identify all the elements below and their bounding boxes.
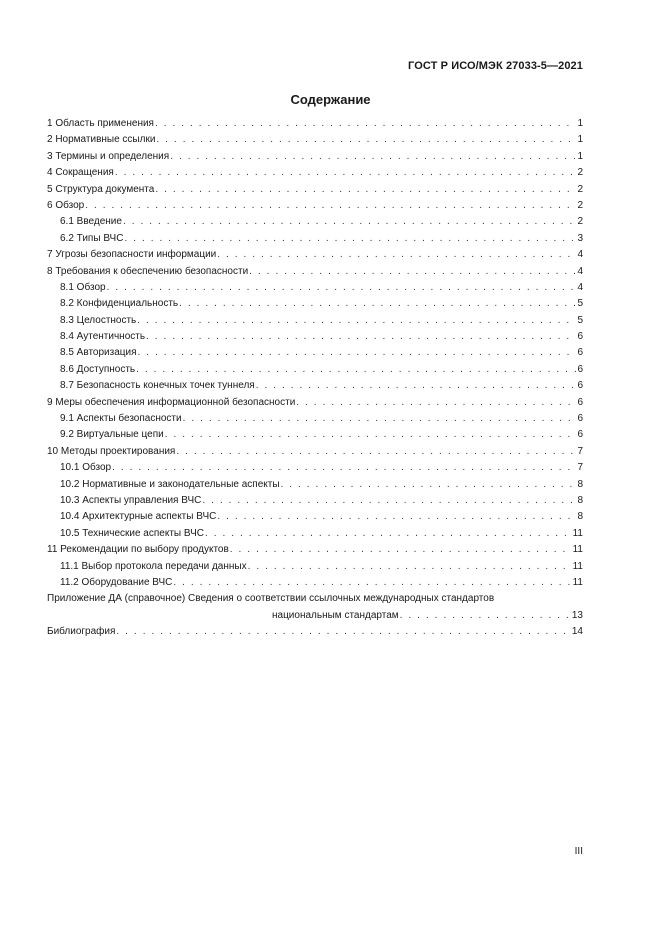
toc-entry-label: 8.7 Безопасность конечных точек туннеля [60, 380, 255, 392]
toc-entry[interactable] [47, 198, 583, 214]
toc-title: Содержание [290, 92, 371, 107]
toc-entry-label: 6.1 Введение [60, 216, 122, 228]
toc-entry-page: 8 [577, 478, 583, 490]
toc-entries [47, 116, 583, 591]
toc-entry-page: 1 [577, 150, 583, 162]
toc-bibliography-row[interactable] [47, 624, 583, 640]
toc-dot-leader [230, 542, 572, 558]
toc-dot-leader [296, 395, 576, 411]
toc-entry-page: 1 [577, 134, 583, 146]
toc-entry-page: 5 [577, 298, 583, 310]
toc-bibliography-label: Библиография [47, 626, 116, 638]
toc-entry[interactable] [47, 559, 583, 575]
toc-entry[interactable] [47, 132, 583, 148]
toc-entry[interactable] [47, 477, 583, 493]
toc-entry-label: 11 Рекомендации по выбору продуктов [47, 544, 229, 556]
toc-entry-page: 4 [577, 281, 583, 293]
toc-dot-leader [137, 313, 576, 329]
toc-dot-leader [146, 329, 576, 345]
toc-entry-label: 8.2 Конфиденциальность [60, 298, 179, 310]
toc-entry-page: 1 [577, 118, 583, 129]
toc-annex-line1: Приложение ДА (справочное) Сведения о соответствии ссылочных международных стандартов [47, 593, 495, 605]
toc-entry[interactable] [47, 329, 583, 345]
toc-entry-page: 7 [577, 462, 583, 474]
toc-dot-leader [400, 608, 571, 624]
toc-annex-line2-row[interactable] [47, 608, 583, 624]
table-of-contents [47, 116, 583, 641]
toc-entry-label: 2 Нормативные ссылки [47, 134, 156, 146]
toc-entry-label: 8 Требования к обеспечению безопасности [47, 265, 249, 277]
toc-entry-label: 8.5 Авторизация [60, 347, 137, 359]
toc-dot-leader [124, 231, 576, 247]
toc-bibliography-page: 14 [571, 626, 583, 638]
toc-entry-label: 6.2 Типы ВЧС [60, 232, 124, 244]
toc-entry[interactable] [47, 427, 583, 443]
page-number: III [574, 846, 583, 857]
toc-entry-label: 9.2 Виртуальные цепи [60, 429, 164, 441]
toc-entry-page: 6 [577, 413, 583, 425]
toc-entry-page: 6 [577, 380, 583, 392]
toc-entry[interactable] [47, 345, 583, 361]
toc-entry-label: 10.2 Нормативные и законодательные аспекты [60, 478, 280, 490]
toc-entry[interactable] [47, 460, 583, 476]
toc-entry[interactable] [47, 280, 583, 296]
toc-dot-leader [155, 182, 576, 198]
toc-dot-leader [176, 444, 576, 460]
toc-dot-leader [156, 132, 576, 148]
toc-dot-leader [217, 247, 576, 263]
toc-dot-leader [248, 559, 572, 575]
toc-dot-leader [155, 116, 576, 132]
toc-dot-leader [281, 477, 577, 493]
toc-entry-page: 2 [577, 216, 583, 228]
toc-dot-leader [165, 427, 577, 443]
toc-entry-page: 7 [577, 445, 583, 457]
toc-entry-page: 11 [572, 527, 583, 539]
toc-entry-page: 5 [577, 314, 583, 326]
toc-entry-page: 6 [577, 429, 583, 441]
toc-entry-label: 4 Сокращения [47, 167, 114, 179]
toc-dot-leader [107, 280, 577, 296]
toc-dot-leader [179, 296, 576, 312]
toc-entry[interactable] [47, 116, 583, 132]
toc-entry[interactable] [47, 542, 583, 558]
toc-entry[interactable] [47, 231, 583, 247]
toc-dot-leader [170, 149, 576, 165]
toc-entry-page: 11 [572, 576, 583, 588]
toc-entry-page: 11 [572, 544, 583, 556]
toc-entry-page: 11 [572, 560, 583, 572]
toc-entry-label: 9 Меры обеспечения информационной безопасности [47, 396, 296, 408]
toc-entry-page: 8 [577, 494, 583, 506]
toc-entry-label: 10 Методы проектирования [47, 445, 176, 457]
toc-entry-label: 10.3 Аспекты управления ВЧС [60, 494, 202, 506]
toc-entry-page: 6 [577, 396, 583, 408]
toc-entry-page: 4 [577, 265, 583, 277]
toc-entry[interactable] [47, 165, 583, 181]
toc-entry[interactable] [47, 296, 583, 312]
toc-entry[interactable] [47, 493, 583, 509]
toc-entry-label: 8.1 Обзор [60, 281, 106, 293]
toc-entry[interactable] [47, 247, 583, 263]
toc-entry-page: 2 [577, 199, 583, 211]
toc-dot-leader [138, 345, 577, 361]
toc-entry-label: 8.3 Целостность [60, 314, 137, 326]
toc-entry-page: 3 [577, 232, 583, 244]
toc-entry[interactable] [47, 509, 583, 525]
toc-entry[interactable] [47, 444, 583, 460]
toc-entry-page: 6 [577, 347, 583, 359]
toc-entry[interactable] [47, 264, 583, 280]
toc-entry[interactable] [47, 362, 583, 378]
toc-entry-label: 8.6 Доступность [60, 363, 136, 375]
toc-dot-leader [136, 362, 576, 378]
toc-entry-label: 10.5 Технические аспекты ВЧС [60, 527, 204, 539]
toc-annex-line2: национальным стандартам [272, 609, 399, 621]
toc-dot-leader [112, 460, 576, 476]
toc-dot-leader [202, 493, 576, 509]
toc-entry-page: 2 [577, 183, 583, 195]
toc-entry-label: 5 Структура документа [47, 183, 155, 195]
toc-entry-label: 10.4 Архитектурные аспекты ВЧС [60, 511, 217, 523]
toc-entry-label: 9.1 Аспекты безопасности [60, 413, 182, 425]
toc-entry[interactable] [47, 411, 583, 427]
toc-entry-page: 2 [577, 167, 583, 179]
toc-entry-label: 11.1 Выбор протокола передачи данных [60, 560, 247, 572]
toc-dot-leader [116, 624, 570, 640]
toc-entry-label: 10.1 Обзор [60, 462, 112, 474]
toc-dot-leader [85, 198, 576, 214]
toc-dot-leader [115, 165, 577, 181]
toc-entry-label: 1 Область применения [47, 118, 154, 129]
toc-entry-page: 8 [577, 511, 583, 523]
toc-dot-leader [183, 411, 577, 427]
toc-entry-label: 7 Угрозы безопасности информации [47, 249, 217, 261]
toc-entry-page: 4 [577, 249, 583, 261]
toc-dot-leader [205, 526, 572, 542]
toc-dot-leader [123, 214, 576, 230]
toc-entry[interactable] [47, 378, 583, 394]
toc-entry-page: 6 [577, 331, 583, 343]
toc-entry[interactable] [47, 526, 583, 542]
toc-annex-page: 13 [571, 609, 583, 621]
toc-dot-leader [217, 509, 576, 525]
toc-entry-label: 6 Обзор [47, 199, 85, 211]
toc-entry-page: 6 [577, 363, 583, 375]
toc-entry[interactable] [47, 182, 583, 198]
toc-entry-label: 3 Термины и определения [47, 150, 170, 162]
toc-dot-leader [249, 264, 576, 280]
toc-dot-leader [173, 575, 571, 591]
standard-id: ГОСТ Р ИСО/МЭК 27033-5—2021 [408, 60, 583, 72]
toc-entry-label: 8.4 Аутентичность [60, 331, 146, 343]
toc-entry[interactable] [47, 395, 583, 411]
toc-entry[interactable] [47, 149, 583, 165]
toc-dot-leader [256, 378, 577, 394]
toc-entry-label: 11.2 Оборудование ВЧС [60, 576, 173, 588]
toc-entry[interactable] [47, 575, 583, 591]
toc-entry[interactable] [47, 313, 583, 329]
toc-entry[interactable] [47, 214, 583, 230]
